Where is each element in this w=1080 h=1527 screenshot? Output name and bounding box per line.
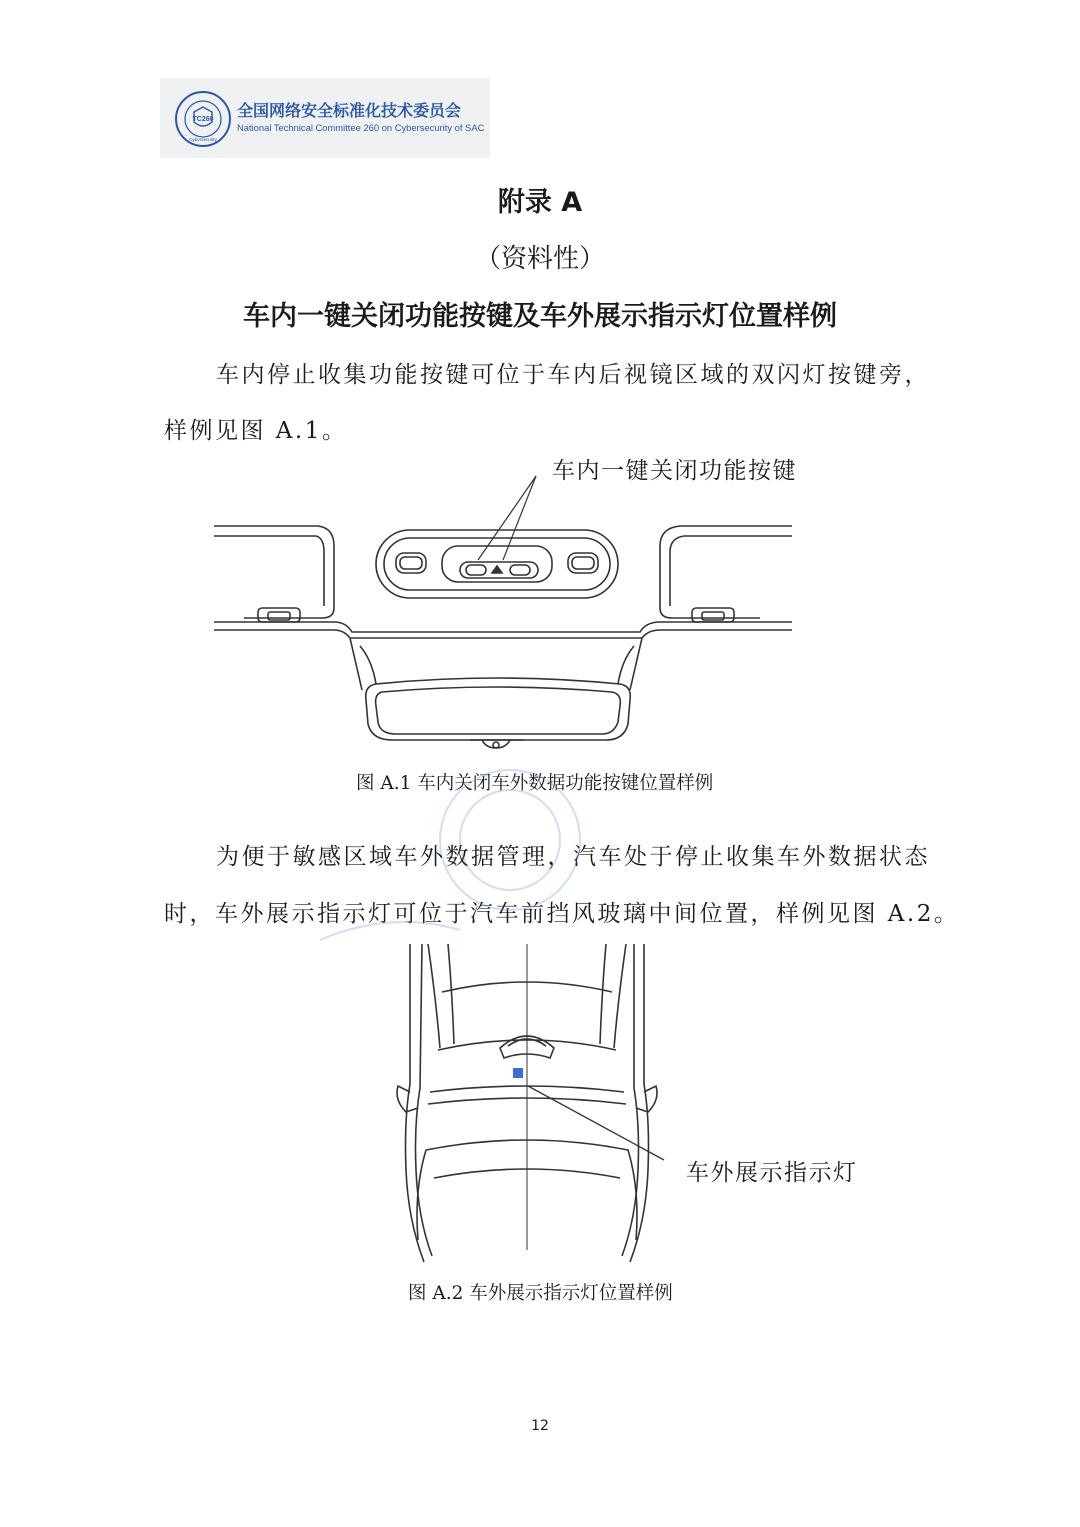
paragraph-1-line-2: 样例见图 A.1。 — [164, 418, 348, 444]
figure-a2-caption: 图 A.2 车外展示指示灯位置样例 — [408, 1283, 673, 1304]
paragraph-2-line-1: 为便于敏感区域车外数据管理，汽车处于停止收集车外数据状态 — [216, 844, 930, 870]
page-number: 12 — [531, 1418, 549, 1434]
exterior-indicator-light — [513, 1068, 523, 1078]
paragraph-1-line-1: 车内停止收集功能按键可位于车内后视镜区域的双闪灯按键旁， — [216, 362, 930, 388]
logo-ring-text: Cybersecurity — [189, 137, 217, 142]
figure-a1-label: 车内一键关闭功能按键 — [552, 458, 797, 484]
org-name-cn: 全国网络安全标准化技术委员会 — [237, 101, 462, 120]
figure-a1-caption: 图 A.1 车内关闭车外数据功能按键位置样例 — [356, 773, 714, 794]
appendix-subtitle: （资料性） — [474, 244, 605, 274]
appendix-title: 附录 A — [497, 187, 583, 218]
paragraph-2-line-2: 时，车外展示指示灯可位于汽车前挡风玻璃中间位置，样例见图 A.2。 — [164, 901, 960, 927]
logo-text: TC260 — [192, 116, 214, 123]
section-title: 车内一键关闭功能按键及车外展示指示灯位置样例 — [243, 301, 837, 332]
org-name-en: National Technical Committee 260 on Cybersecurity of SAC — [237, 122, 485, 133]
figure-a2-label: 车外展示指示灯 — [686, 1160, 858, 1186]
